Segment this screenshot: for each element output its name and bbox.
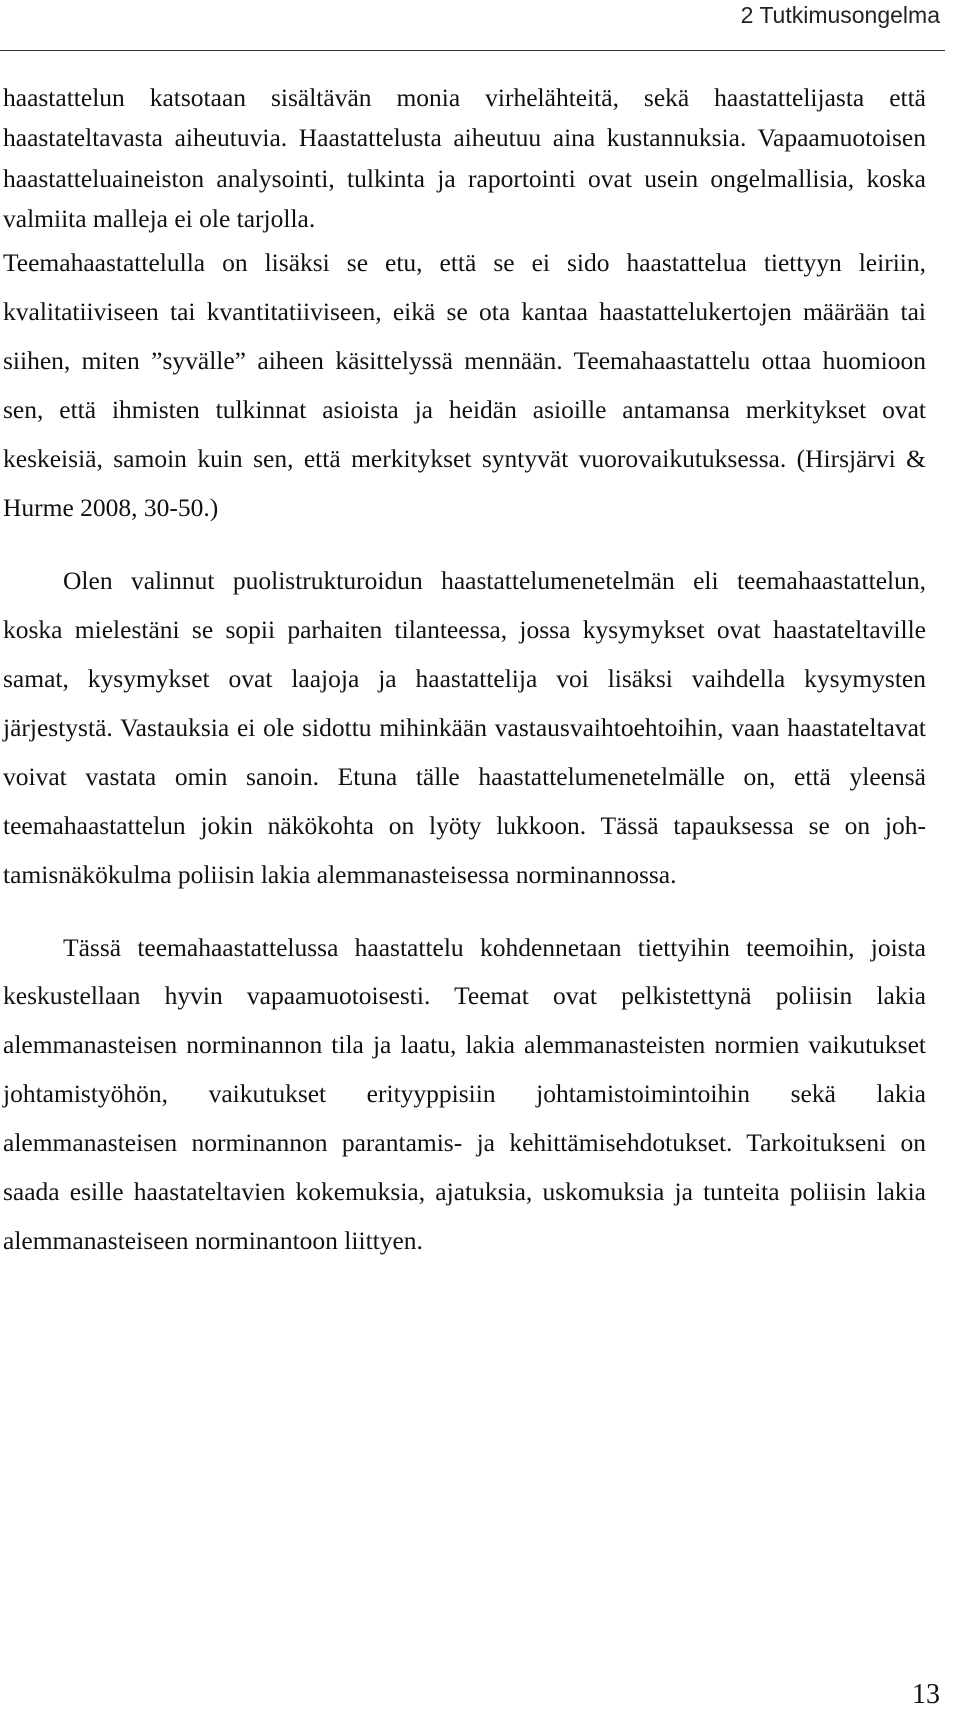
header-rule — [0, 50, 945, 51]
paragraph-method: Olen valinnut puolistrukturoidun haastattelumenetelmän eli teemahaastattelun, koska mielestäni se sopii parhaiten tilanteessa, jossa kysymykset ovat haastateltaville samat, kysymykset ovat laajoja ja haastattelija voi lisäksi vaihdella kysymysten järjestystä. Vastauksia ei ole sidottu mihinkään vastausvaihtoehtoihin, vaan haastateltavat voivat vastata omin sanoin. Etuna tälle haastattelumenetelmälle on, että yleensä teemahaastattelun jokin näkökohta on lyöty lukkoon. Tässä tapauksessa se on johtamisnäkökulma poliisin lakia alemmanasteisessa norminannossa. — [3, 565, 926, 889]
running-header: 2 Tutkimusongelma — [740, 2, 940, 28]
page-number: 13 — [912, 1679, 940, 1710]
paragraph-continued-a: haastattelun katsotaan sisältävän monia virhelähteitä, sekä haastattelijasta että haastateltavasta aiheutuvia. Haastattelusta aiheutuu aina kustannuksia. Vapaamuotoisen haastatteluaineiston analysointi, tulkinta ja raportointi ovat usein ongelmallisia, koska valmiita malleja ei ole tarjolla. — [3, 83, 926, 233]
paragraph-continued-b: Teemahaastattelulla on lisäksi se etu, että se ei sido haastattelua tiettyyn leiriin, kvalitatiiviseen tai kvantitatiiviseen, eikä se ota kantaa haastattelukertojen määrään tai siihen, miten ”syvälle” aiheen käsittelyssä mennään. Teemahaastattelu ottaa huomioon sen, että ihmisten tulkinnat asioista ja heidän asioille antamansa merkitykset ovat keskeisiä, samoin kuin sen, että merkitykset syntyvät vuorovaikutuksessa. (Hirsjärvi & Hurme 2008, 30-50.) — [3, 248, 926, 522]
paragraph-themes: Tässä teemahaastattelussa haastattelu kohdennetaan tiettyihin teemoihin, joista keskustellaan hyvin vapaamuotoisesti. Teemat ovat pelkistettynä poliisin lakia alemmanasteisen norminannon tila ja laatu, lakia alemmanasteisten normien vaikutukset johtamistyöhön, vaikutukset erityyppisiin johtamistoimintoihin sekä lakia alemmanasteisen norminannon parantamis- ja kehittämisehdotukset. Tarkoitukseni on saada esille haastateltavien kokemuksia, ajatuksia, uskomuksia ja tunteita poliisin lakia alemmanasteiseen norminantoon liittyen. — [3, 932, 926, 1256]
body-text — [3, 78, 926, 1266]
